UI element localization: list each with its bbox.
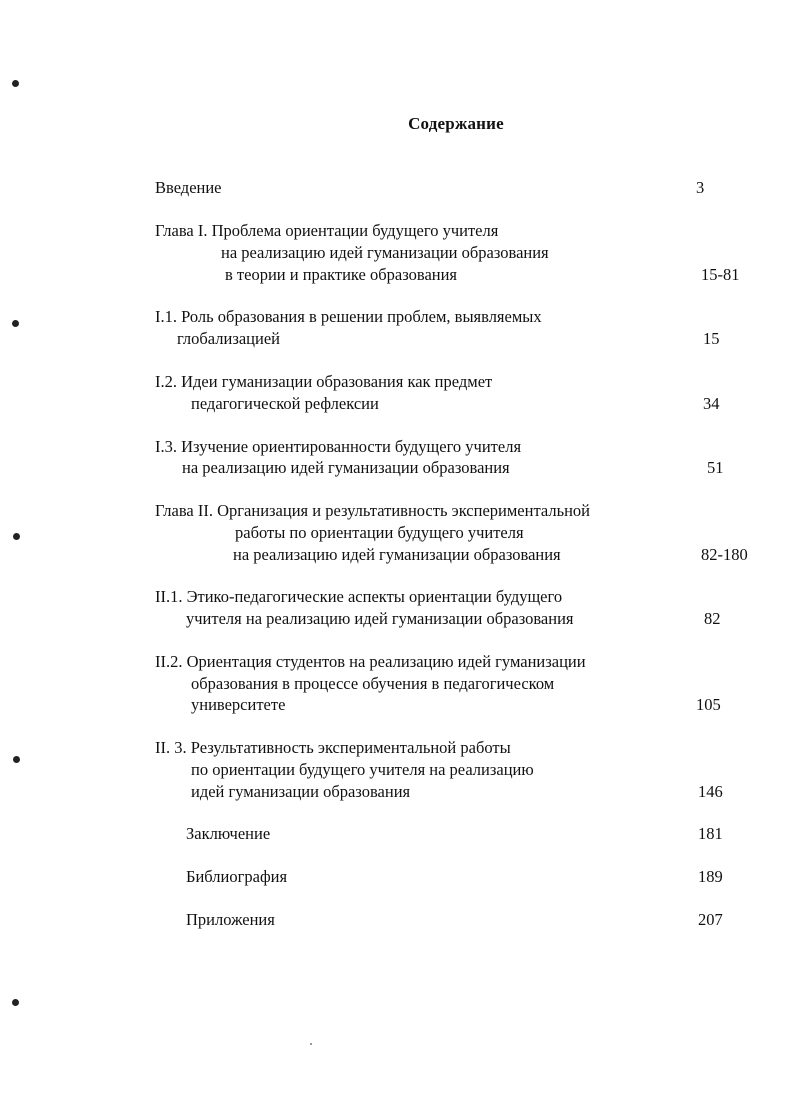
- toc-page-number: 51: [707, 458, 724, 477]
- toc-entry-line: на реализацию идей гуманизации образования: [233, 545, 561, 564]
- toc-entry-line: II. 3. Результативность экспериментальной работы: [155, 738, 511, 757]
- punch-hole-mark: [13, 756, 20, 763]
- toc-page-number: 189: [698, 867, 723, 886]
- toc-entry-line: I.1. Роль образования в решении проблем, выявляемых: [155, 307, 542, 326]
- toc-page-number: 82-180: [701, 545, 748, 564]
- scan-speck: [310, 1043, 312, 1045]
- toc-entry-line: I.2. Идеи гуманизации образования как предмет: [155, 372, 493, 391]
- toc-entry-line: II.1. Этико-педагогические аспекты ориентации будущего: [155, 587, 563, 606]
- toc-entry-line: в теории и практике образования: [225, 265, 458, 284]
- toc-entry-line: Глава II. Организация и результативность экспериментальной: [155, 501, 591, 520]
- toc-entry-line: глобализацией: [177, 329, 280, 348]
- toc-page-number: 15-81: [701, 265, 740, 284]
- toc-entry-line: Заключение: [186, 824, 271, 843]
- toc-entry-line: Библиография: [186, 867, 288, 886]
- toc-title: Содержание: [408, 114, 504, 133]
- toc-page-number: 15: [703, 329, 720, 348]
- toc-page-number: 207: [698, 910, 723, 929]
- toc-page-number: 3: [696, 178, 705, 197]
- toc-entry-line: университете: [191, 695, 286, 714]
- toc-entry-line: Введение: [155, 178, 222, 197]
- toc-entry-line: Глава I. Проблема ориентации будущего учителя: [155, 221, 499, 240]
- toc-page-number: 82: [704, 609, 721, 628]
- toc-entry-line: педагогической рефлексии: [191, 394, 379, 413]
- toc-entry-line: идей гуманизации образования: [191, 782, 411, 801]
- toc-page-number: 181: [698, 824, 723, 843]
- punch-hole-mark: [12, 320, 19, 327]
- toc-entry-line: образования в процессе обучения в педагогическом: [191, 674, 555, 693]
- toc-page-number: 146: [698, 782, 723, 801]
- toc-entry-line: учителя на реализацию идей гуманизации образования: [186, 609, 574, 628]
- toc-entry-line: I.3. Изучение ориентированности будущего учителя: [155, 437, 522, 456]
- punch-hole-mark: [13, 533, 20, 540]
- toc-entry-line: на реализацию идей гуманизации образования: [182, 458, 510, 477]
- toc-entry-line: II.2. Ориентация студентов на реализацию идей гуманизации: [155, 652, 586, 671]
- toc-entry-line: по ориентации будущего учителя на реализацию: [191, 760, 534, 779]
- toc-entry-line: на реализацию идей гуманизации образования: [221, 243, 549, 262]
- toc-page-number: 105: [696, 695, 721, 714]
- toc-page-number: 34: [703, 394, 720, 413]
- toc-entry-line: работы по ориентации будущего учителя: [235, 523, 524, 542]
- toc-entry-line: Приложения: [186, 910, 275, 929]
- punch-hole-mark: [12, 999, 19, 1006]
- punch-hole-mark: [12, 80, 19, 87]
